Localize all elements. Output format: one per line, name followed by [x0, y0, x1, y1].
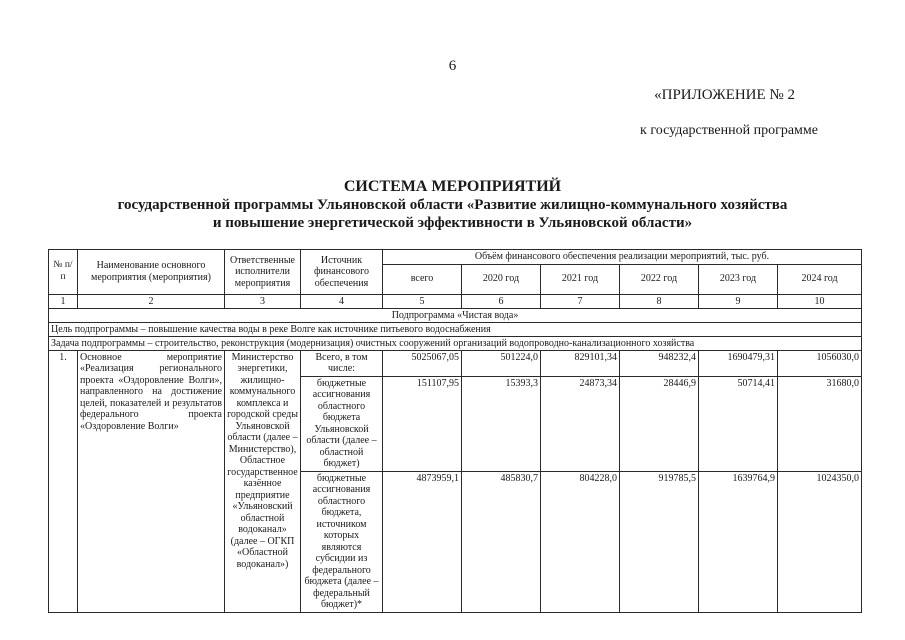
amount-total: 4873959,1 — [383, 471, 462, 612]
amount-2023: 1639764,9 — [699, 471, 778, 612]
amount-2020: 501224,0 — [462, 350, 541, 376]
amount-total: 151107,95 — [383, 376, 462, 471]
amount-2023: 1690479,31 — [699, 350, 778, 376]
funding-source: бюджетные ассигнования областного бюджета, источником которых являются субсидии из федерального бюджета (далее – федеральный бюджет)* — [301, 471, 383, 612]
amount-2021: 24873,34 — [541, 376, 620, 471]
document-title: СИСТЕМА МЕРОПРИЯТИЙ — [343, 178, 562, 195]
subprogram-row — [49, 308, 862, 322]
amount-2021: 804228,0 — [541, 471, 620, 612]
column-number: 3 — [225, 294, 301, 308]
column-number: 10 — [778, 294, 862, 308]
amount-2020: 485830,7 — [462, 471, 541, 612]
header-name: Наименование основного мероприятия (мероприятия) — [78, 250, 225, 295]
funding-source: Всего, в том числе: — [301, 350, 383, 376]
document-subtitle-line1: государственной программы Ульяновской области «Развитие жилищно-коммунального хозяйства — [117, 197, 788, 213]
column-number: 9 — [699, 294, 778, 308]
header-year-2024: 2024 год — [778, 264, 862, 294]
header-funding: Объём финансового обеспечения реализации мероприятий, тыс. руб. — [383, 250, 862, 265]
amount-2022: 919785,5 — [620, 471, 699, 612]
activity-name: Основное мероприятие «Реализация регионального проекта «Оздоровление Волги», направленного на достижение целей, показателей и результатов федерального проекта «Оздоровление Волги» — [78, 350, 225, 612]
document-subtitle — [0, 196, 905, 232]
appendix-subtitle: к государственной программе — [640, 123, 818, 138]
amount-2022: 28446,9 — [620, 376, 699, 471]
column-number: 2 — [78, 294, 225, 308]
amount-total: 5025067,05 — [383, 350, 462, 376]
column-number: 4 — [301, 294, 383, 308]
header-responsible: Ответственные исполнители мероприятия — [225, 250, 301, 295]
subprogram-task: Задача подпрограммы – строительство, реконструкция (модернизация) очистных сооружений организаций водопроводно-канализационного хозяйства — [49, 336, 862, 350]
amount-2022: 948232,4 — [620, 350, 699, 376]
column-number: 1 — [49, 294, 78, 308]
amount-2023: 50714,41 — [699, 376, 778, 471]
activities-table — [48, 249, 862, 613]
document-subtitle-line2: и повышение энергетической эффективности в Ульяновской области» — [212, 215, 693, 231]
amount-2024: 1024350,0 — [778, 471, 862, 612]
appendix-title: «ПРИЛОЖЕНИЕ № 2 — [654, 87, 795, 103]
funding-source: бюджетные ассигнования областного бюджета Ульяновской области (далее – областной бюджет) — [301, 376, 383, 471]
column-number: 7 — [541, 294, 620, 308]
header-year-2020: 2020 год — [462, 264, 541, 294]
table-row — [49, 350, 862, 376]
subprogram-goal: Цель подпрограммы – повышение качества воды в реке Волге как источнике питьевого водоснабжения — [49, 322, 862, 336]
amount-2024: 31680,0 — [778, 376, 862, 471]
header-total: всего — [383, 264, 462, 294]
activity-number: 1. — [49, 350, 78, 612]
goal-row — [49, 322, 862, 336]
column-number: 5 — [383, 294, 462, 308]
column-number: 8 — [620, 294, 699, 308]
header-num: № п/п — [49, 250, 78, 295]
amount-2020: 15393,3 — [462, 376, 541, 471]
header-year-2022: 2022 год — [620, 264, 699, 294]
header-source: Источник финансового обеспечения — [301, 250, 383, 295]
header-year-2023: 2023 год — [699, 264, 778, 294]
column-number: 6 — [462, 294, 541, 308]
column-numbers-row — [49, 294, 862, 308]
amount-2024: 1056030,0 — [778, 350, 862, 376]
activity-responsible: Министерство энергетики, жилищно-коммунального комплекса и городской среды Ульяновской области (далее – Министерство), Областное государственное казённое предприятие «Ульяновский областной водоканал» (далее – ОГКП «Областной водоканал») — [225, 350, 301, 612]
page-number: 6 — [448, 58, 457, 74]
subprogram-title: Подпрограмма «Чистая вода» — [49, 308, 862, 322]
amount-2021: 829101,34 — [541, 350, 620, 376]
header-year-2021: 2021 год — [541, 264, 620, 294]
task-row — [49, 336, 862, 350]
